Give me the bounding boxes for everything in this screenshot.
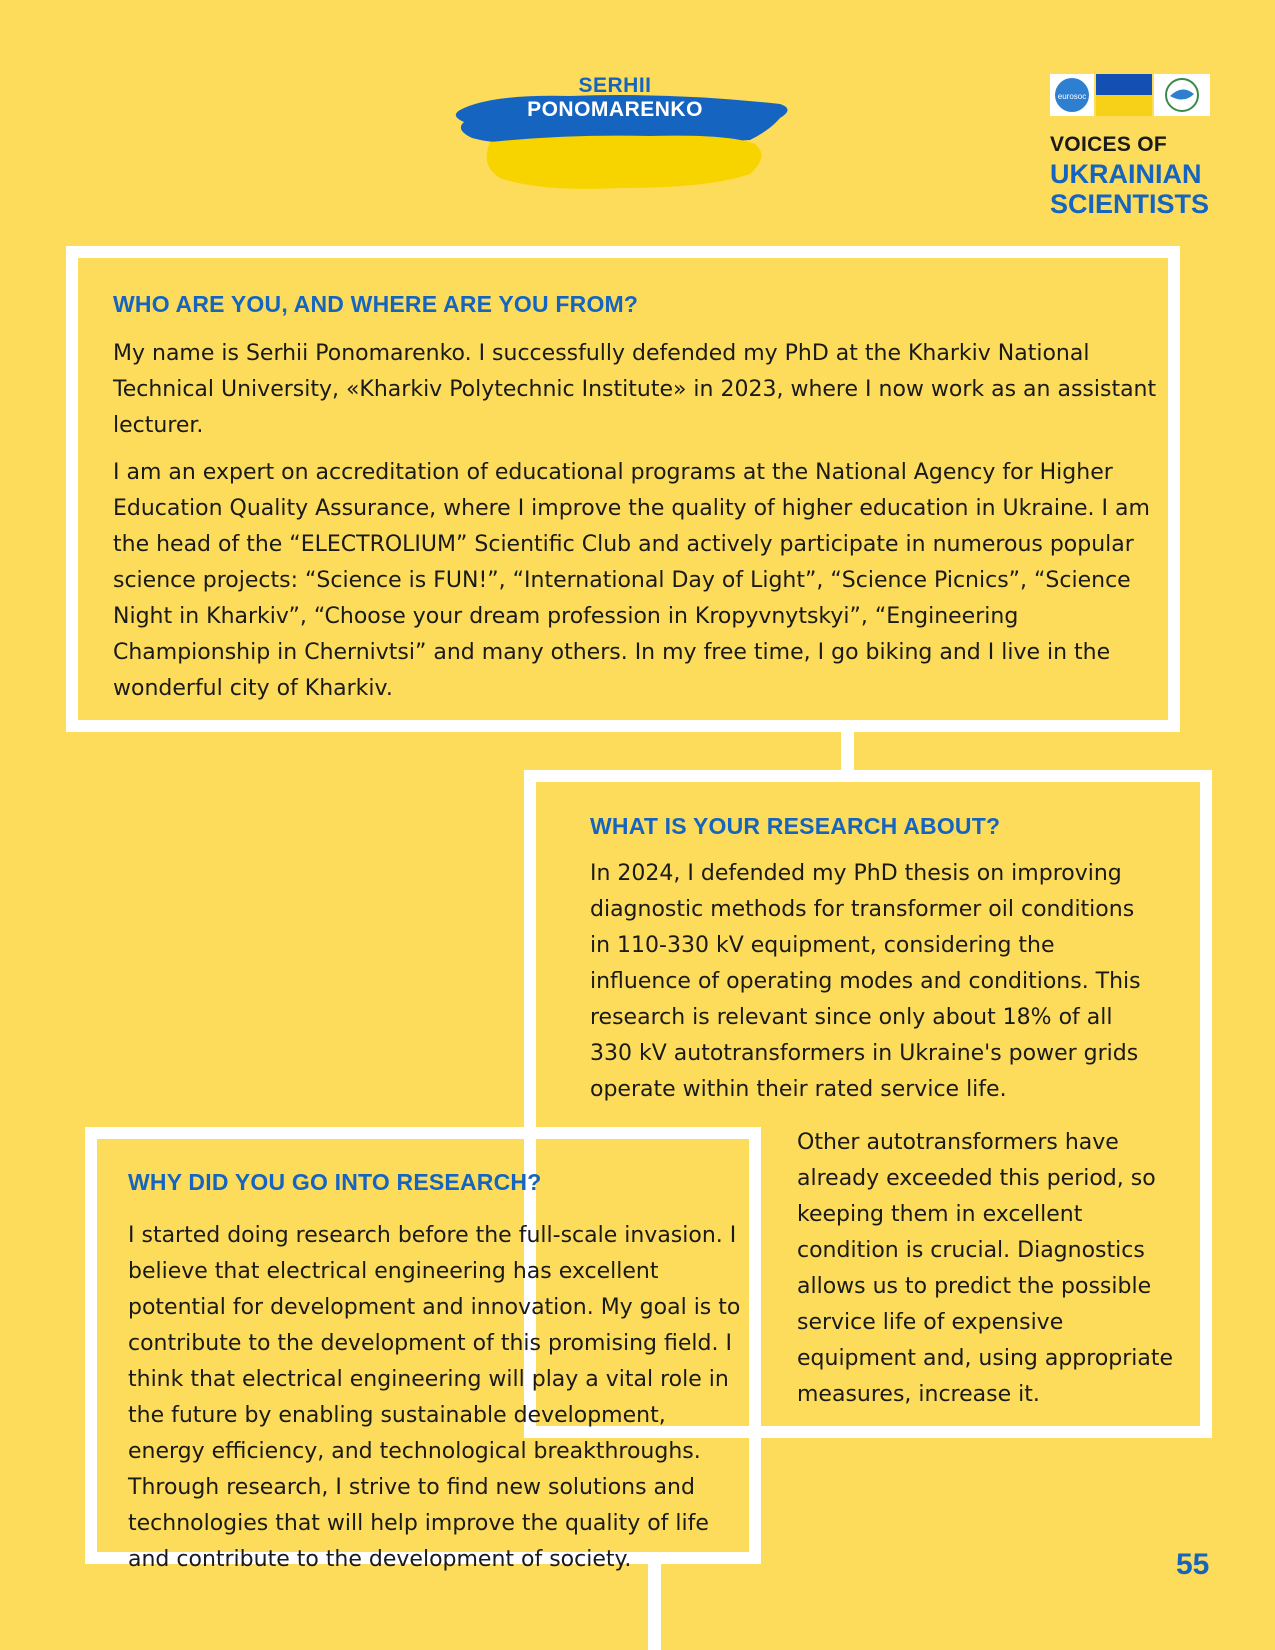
research-paragraph-2: Other autotransformers have already exceeded this period, so keeping them in excellent condition is crucial. Diagnostics allows us to predict the possible service life of expensive equipment and, using appropriate measures, increase it. xyxy=(797,1130,1174,1407)
who-paragraph-2: I am an expert on accreditation of educational programs at the National Agency for Higher Education Quality Assurance, where I improve the quality of higher education in Ukraine. I am the head of the “ELECTROLIUM” Scientific Club and actively participate in numerous popular science projects: “Science is FUN!”, “International Day of Light”, “Science Picnics”, “Science Night in Kharkiv”, “Choose your dream profession in Kropyvnytskyi”, “Engineering Championship in Chernivtsi” and many others. In my free time, I go biking and I live in the wonderful city of Kharkiv. xyxy=(113,460,1150,701)
eurosoc-logo-icon xyxy=(1050,74,1094,116)
page-number: 55 xyxy=(1176,1548,1210,1581)
why-paragraph: I started doing research before the full-scale invasion. I believe that electrical engineering has excellent potential for development and innovation. My goal is to contribute to the development of this promising field. I think that electrical engineering will play a vital role in the future by enabling sustainable development, energy efficiency, and technological breakthroughs. Through research, I strive to find new solutions and technologies that will help improve the quality of life and contribute to the development of society. xyxy=(128,1223,741,1572)
why-heading: WHY DID YOU GO INTO RESEARCH? xyxy=(128,1169,542,1195)
title-last-name: PONOMARENKO xyxy=(527,98,703,121)
ukraine-flag-icon xyxy=(1096,74,1152,116)
series-line-2: UKRAINIAN xyxy=(1050,159,1202,189)
title-block xyxy=(450,64,810,204)
frame-connector-top xyxy=(841,730,854,772)
series-line-1: VOICES OF xyxy=(1050,133,1168,156)
research-heading: WHAT IS YOUR RESEARCH ABOUT? xyxy=(590,813,1001,839)
research-paragraph-1: In 2024, I defended my PhD thesis on improving diagnostic methods for transformer oil conditions in 110-330 kV equipment, considering the influence of operating modes and conditions. This research is relevant since only about 18% of all 330 kV autotransformers in Ukraine's power grids operate within their rated service life. xyxy=(590,861,1141,1102)
logo-row xyxy=(1050,74,1210,118)
title-first-name: SERHII xyxy=(578,74,652,97)
who-paragraph-1: My name is Serhii Ponomarenko. I successfully defended my PhD at the Kharkiv National Technical University, «Kharkiv Polytechnic Institute» in 2023, where I now work as an assistant lecturer. xyxy=(113,341,1157,438)
organization-logo-icon xyxy=(1154,74,1210,116)
series-title xyxy=(1050,134,1209,218)
svg-text:eurosoc: eurosoc xyxy=(1057,92,1087,101)
series-line-3: SCIENTISTS xyxy=(1050,189,1210,219)
who-heading: WHO ARE YOU, AND WHERE ARE YOU FROM? xyxy=(113,291,639,317)
